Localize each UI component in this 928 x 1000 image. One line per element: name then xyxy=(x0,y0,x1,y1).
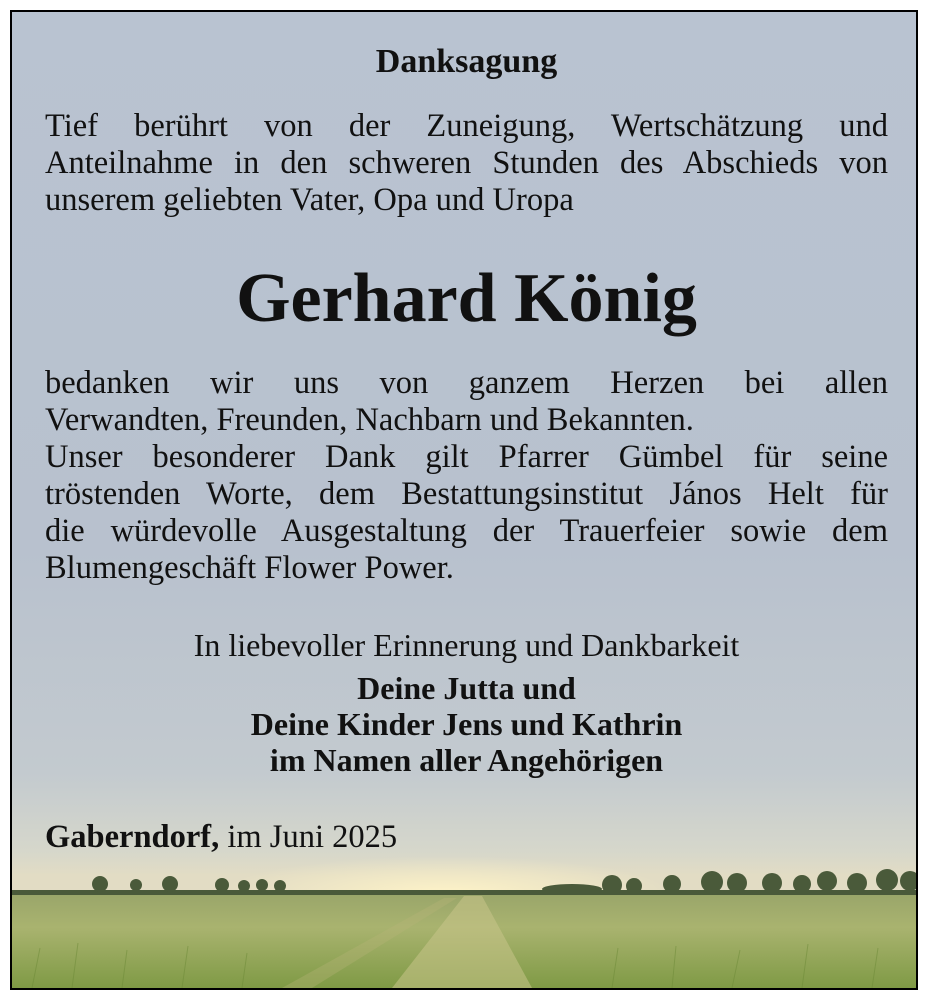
thanks-line: die würdevolle Ausgestaltung der Trauerfeier sowie dem xyxy=(45,513,888,549)
thanks-line: bedanken wir uns von ganzem Herzen bei allen xyxy=(45,365,888,401)
intro-line: unserem geliebten Vater, Opa und Uropa xyxy=(45,182,574,218)
signers-block xyxy=(45,670,888,778)
thanks-line: tröstenden Worte, dem Bestattungsinstitut János Helt für xyxy=(45,476,888,512)
thanks-line: Verwandten, Freunden, Nachbarn und Bekannten. xyxy=(45,402,694,438)
notice-date: im Juni 2025 xyxy=(227,819,398,855)
signer-line: Deine Kinder Jens und Kathrin xyxy=(250,706,683,742)
place-date xyxy=(45,818,397,856)
thanks-line: Unser besonderer Dank gilt Pfarrer Gümbel für seine xyxy=(45,439,888,475)
intro-line: Tief berührt von der Zuneigung, Wertschätzung und xyxy=(45,108,888,144)
place-name: Gaberndorf, xyxy=(45,819,220,855)
deceased-name: Gerhard König xyxy=(236,260,697,337)
intro-paragraph xyxy=(45,108,888,219)
signer-line: Deine Jutta und xyxy=(357,670,576,706)
field-landscape-image xyxy=(12,838,916,988)
notice-heading: Danksagung xyxy=(375,43,558,80)
signer-line: im Namen aller Angehörigen xyxy=(269,742,664,778)
thanks-paragraph xyxy=(45,365,888,587)
closing-line: In liebevoller Erinnerung und Dankbarkeit xyxy=(193,627,740,663)
intro-line: Anteilnahme in den schweren Stunden des Abschieds von xyxy=(45,145,888,181)
obituary-card xyxy=(10,10,918,990)
thanks-line: Blumengeschäft Flower Power. xyxy=(45,550,454,586)
